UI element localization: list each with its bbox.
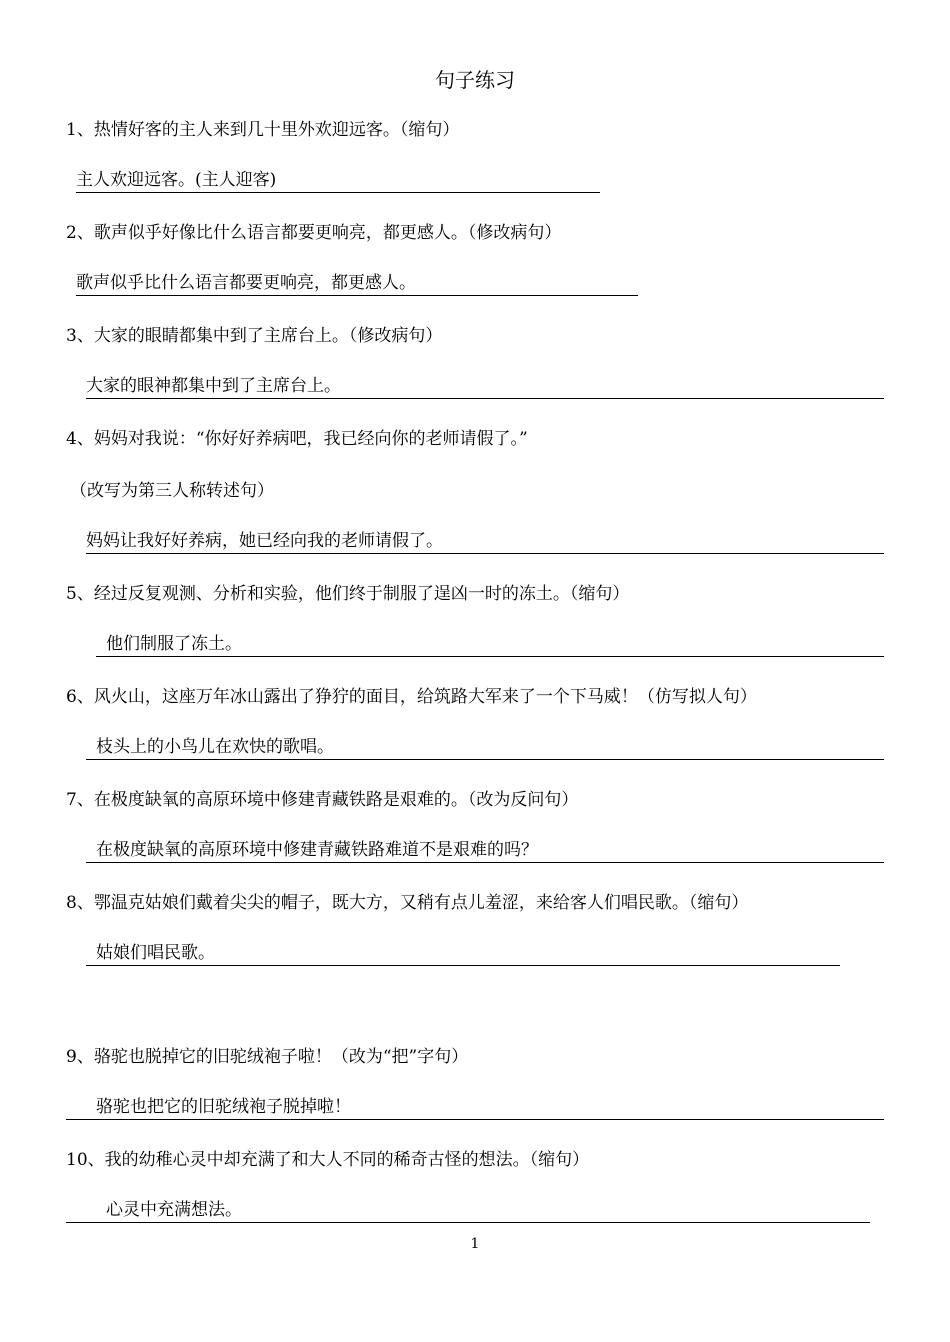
- answer-10: 心灵中充满想法。: [66, 1199, 870, 1223]
- question-2: 2、歌声似乎好像比什么语言都要更响亮，都更感人。（修改病句）: [66, 223, 562, 243]
- answer-6: 枝头上的小鸟儿在欢快的歌唱。: [86, 736, 884, 760]
- question-9: 9、骆驼也脱掉它的旧驼绒袍子啦！（改为“把”字句）: [66, 1047, 469, 1067]
- answer-9: 骆驼也把它的旧驼绒袍子脱掉啦！: [66, 1096, 884, 1120]
- question-6: 6、风火山，这座万年冰山露出了狰狞的面目，给筑路大军来了一个下马威！（仿写拟人句）: [66, 687, 757, 707]
- answer-8: 姑娘们唱民歌。: [86, 942, 840, 966]
- question-1: 1、热情好客的主人来到几十里外欢迎远客。（缩句）: [66, 120, 460, 140]
- answer-1: 主人欢迎远客。(主人迎客): [76, 169, 600, 193]
- answer-7: 在极度缺氧的高原环境中修建青藏铁路难道不是艰难的吗？: [86, 839, 884, 863]
- question-3: 3、大家的眼睛都集中到了主席台上。（修改病句）: [66, 326, 443, 346]
- answer-3: 大家的眼神都集中到了主席台上。: [86, 375, 884, 399]
- question-4: 4、妈妈对我说：“你好好养病吧，我已经向你的老师请假了。”: [66, 429, 528, 449]
- answer-2: 歌声似乎比什么语言都要更响亮，都更感人。: [76, 272, 638, 296]
- question-5: 5、经过反复观测、分析和实验，他们终于制服了逞凶一时的冻土。（缩句）: [66, 584, 630, 604]
- page-number: 1: [470, 1236, 480, 1252]
- question-4-instruction: （改写为第三人称转述句）: [70, 481, 274, 501]
- page-title: 句子练习: [435, 68, 515, 92]
- question-8: 8、鄂温克姑娘们戴着尖尖的帽子，既大方，又稍有点儿羞涩，来给客人们唱民歌。（缩句）: [66, 893, 749, 913]
- answer-4: 妈妈让我好好养病，她已经向我的老师请假了。: [86, 530, 884, 554]
- question-7: 7、在极度缺氧的高原环境中修建青藏铁路是艰难的。（改为反问句）: [66, 790, 579, 810]
- answer-5: 他们制服了冻土。: [96, 633, 884, 657]
- question-10: 10、我的幼稚心灵中却充满了和大人不同的稀奇古怪的想法。（缩句）: [66, 1150, 590, 1170]
